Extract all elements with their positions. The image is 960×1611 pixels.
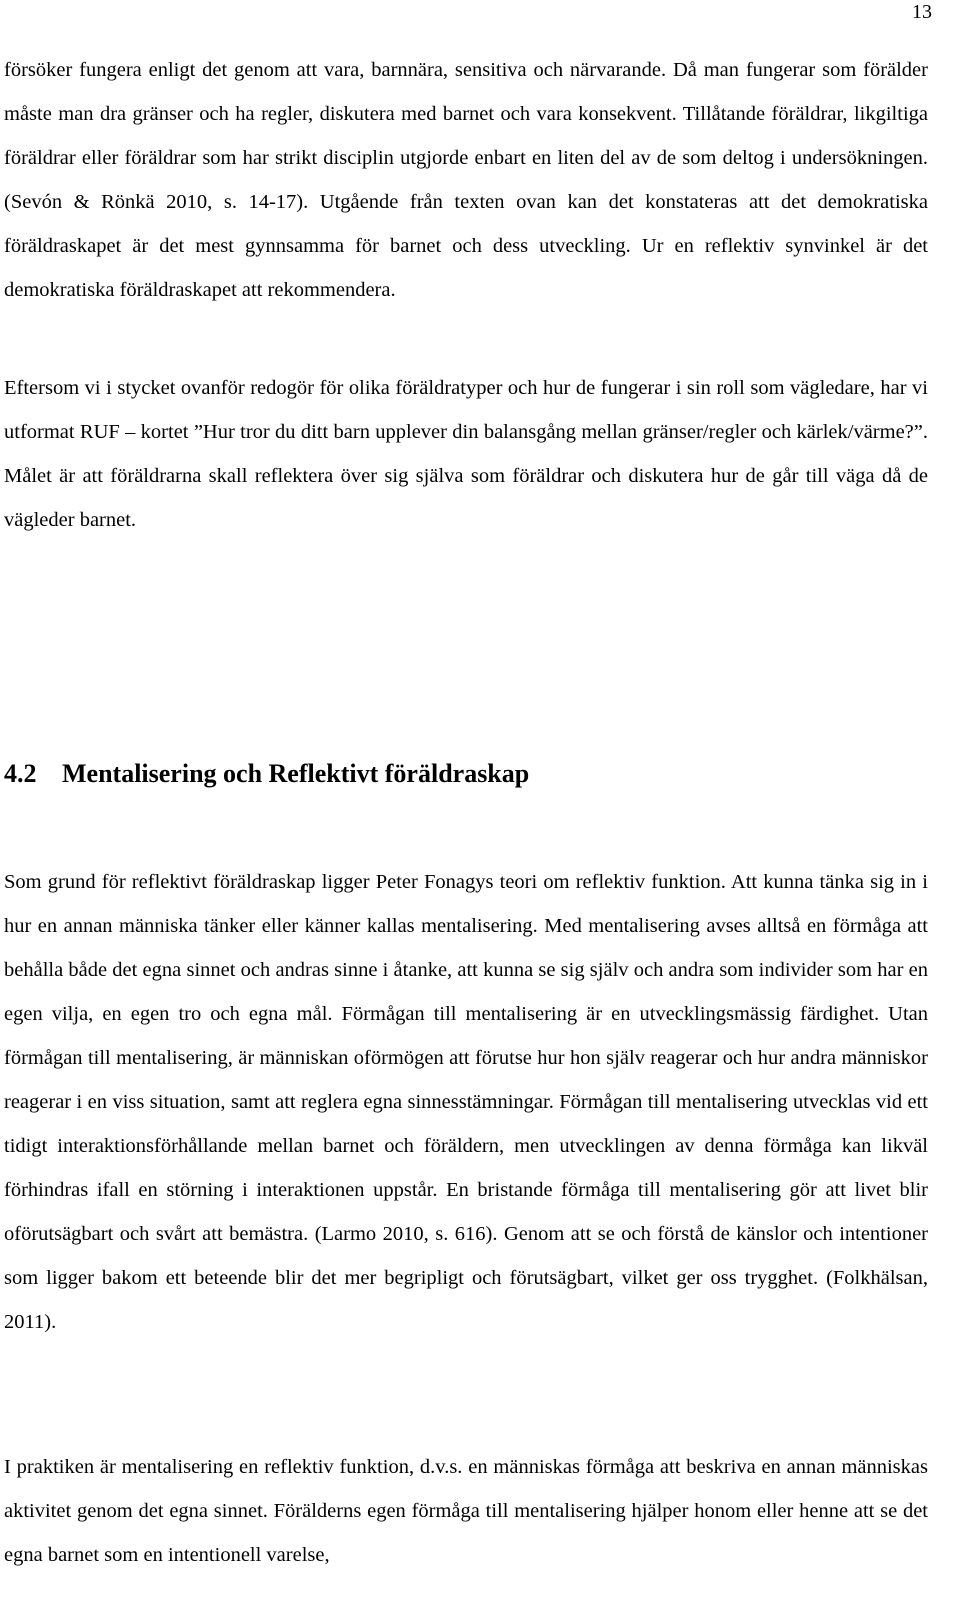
section-title: Mentalisering och Reflektivt föräldraskap bbox=[62, 759, 530, 788]
paragraph-reflective-function: I praktiken är mentalisering en reflektiv funktion, d.v.s. en människas förmåga att beskriva en annan människas aktivitet genom det egna sinnet. Förälderns egen förmåga till mentalisering hjälper honom eller henne att se det egna barnet som en intentionell varelse, bbox=[4, 1456, 928, 1566]
section-number: 4.2 bbox=[4, 759, 37, 788]
paragraph-parenting-styles: försöker fungera enligt det genom att vara, barnnära, sensitiva och närvarande. Då man fungerar som förälder måste man dra gränser och ha regler, diskutera med barnet och vara konsekvent. Tillåtande föräldrar, likgiltiga föräldrar eller föräldrar som har strikt disciplin utgjorde enbart en liten del av de som deltog i undersökningen. (Sevón & Rönkä 2010, s. 14-17). Utgående från texten ovan kan det konstateras att det demokratiska föräldraskapet är det mest gynnsamma för barnet och dess utveckling. Ur en reflektiv synvinkel är det demokratiska föräldraskapet att rekommendera. bbox=[4, 59, 928, 301]
page-number: 13 bbox=[912, 1, 932, 23]
paragraph-ruf-card: Eftersom vi i stycket ovanför redogör för olika föräldratyper och hur de fungerar i sin roll som vägledare, har vi utformat RUF – kortet ”Hur tror du ditt barn upplever din balansgång mellan gränser/regler och kärlek/värme?”. Målet är att föräldrarna skall reflektera över sig själva som föräldrar och diskutera hur de går till väga då de vägleder barnet. bbox=[4, 377, 928, 531]
paragraph-mentalization: Som grund för reflektivt föräldraskap ligger Peter Fonagys teori om reflektiv funktion. Att kunna tänka sig in i hur en annan människa tänker eller känner kallas mentalisering. Med mentalisering avses alltså en förmåga att behålla både det egna sinnet och andras sinne i åtanke, att kunna se sig själv och andra som individer som har en egen vilja, en egen tro och egna mål. Förmågan till mentalisering är en utvecklingsmässig färdighet. Utan förmågan till mentalisering, är människan oförmögen att förutse hur hon själv reagerar och hur andra människor reagerar i en viss situation, samt att reglera egna sinnesstämningar. Förmågan till mentalisering utvecklas vid ett tidigt interaktionsförhållande mellan barnet och föräldern, men utvecklingen av denna förmåga kan likväl förhindras ifall en störning i interaktionen uppstår. En bristande förmåga till mentalisering gör att livet blir oförutsägbart och svårt att bemästra. (Larmo 2010, s. 616). Genom att se och förstå de känslor och intentioner som ligger bakom ett beteende blir det mer begripligt och förutsägbart, vilket ger oss trygghet. (Folkhälsan, 2011). bbox=[4, 871, 928, 1333]
section-heading bbox=[4, 752, 529, 796]
